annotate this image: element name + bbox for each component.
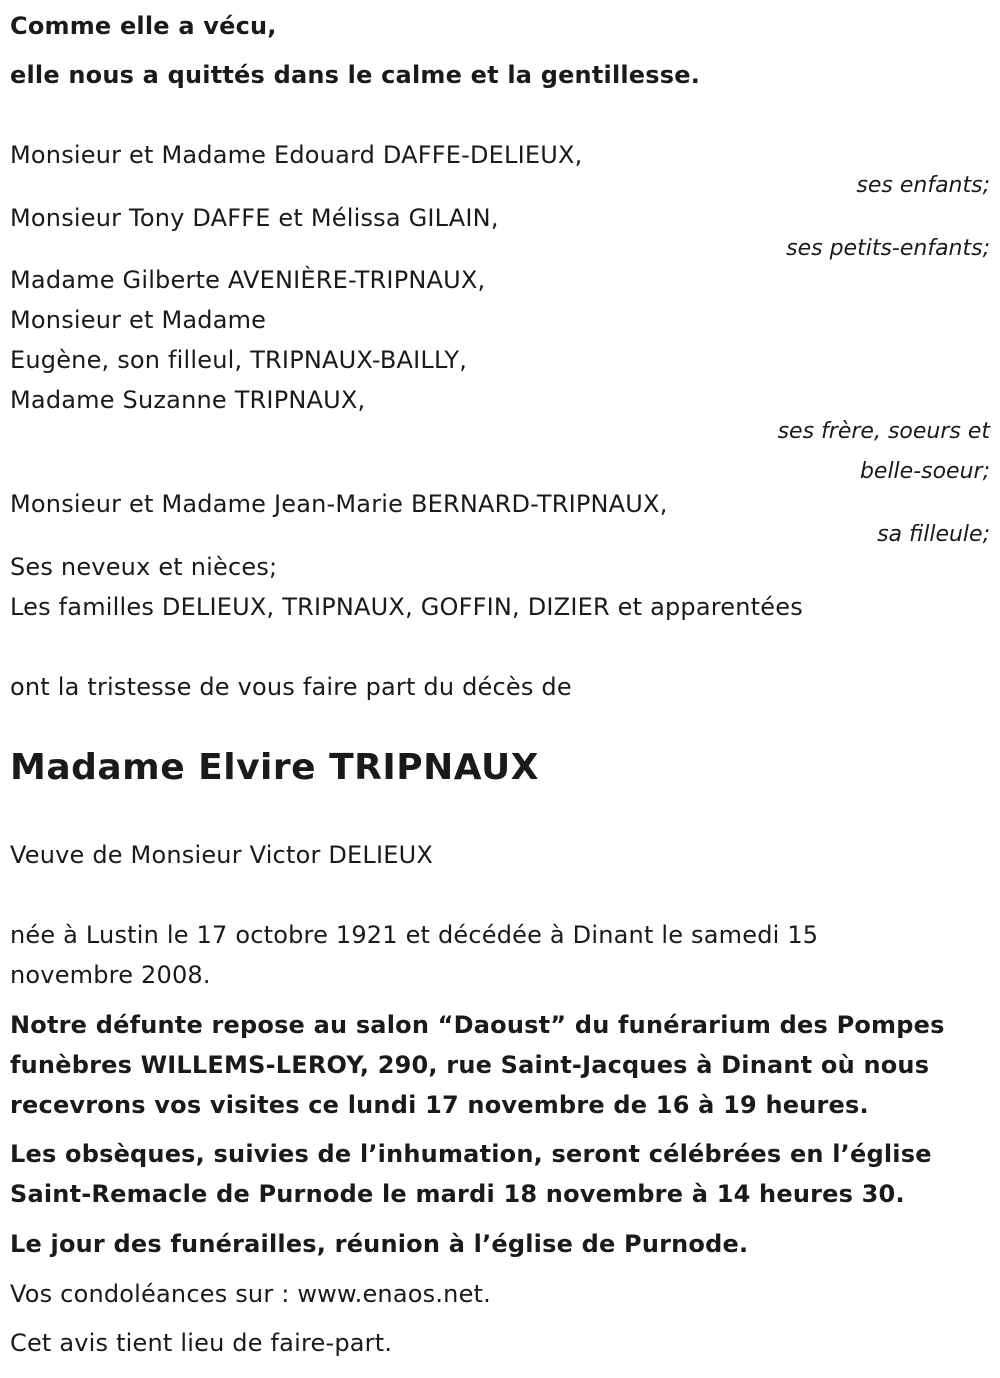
sibling-4: Madame Suzanne TRIPNAUX,	[10, 386, 366, 414]
family-grandchildren: Monsieur Tony DAFFE et Mélissa GILAIN,	[10, 204, 499, 232]
family-families: Les familles DELIEUX, TRIPNAUX, GOFFIN, DIZIER et apparentées	[10, 593, 803, 621]
widow-of: Veuve de Monsieur Victor DELIEUX	[10, 841, 434, 869]
notice-info: Cet avis tient lieu de faire-part.	[10, 1329, 393, 1357]
family-nephews: Ses neveux et nièces;	[10, 553, 278, 581]
condolences-info: Vos condoléances sur : www.enaos.net.	[10, 1280, 491, 1308]
sibling-3: Eugène, son filleul, TRIPNAUX-BAILLY,	[10, 346, 468, 374]
birth-death: née à Lustin le 17 octobre 1921 et décédée à Dinant le samedi 15 novembre 2008.	[10, 921, 819, 989]
funeral-info: Les obsèques, suivies de l’inhumation, seront célébrées en l’église Saint-Remacle de Purnode le mardi 18 novembre à 14 heures 30.	[10, 1140, 932, 1208]
announcement: ont la tristesse de vous faire part du décès de	[10, 673, 572, 701]
role-children: ses enfants;	[856, 173, 990, 198]
intro-line-1: Comme elle a vécu,	[10, 12, 277, 40]
family-goddaughter: Monsieur et Madame Jean-Marie BERNARD-TRIPNAUX,	[10, 490, 668, 518]
sibling-2: Monsieur et Madame	[10, 306, 267, 334]
role-siblings-line-1: ses frère, soeurs et	[777, 419, 990, 444]
visitation-info: Notre défunte repose au salon “Daoust” du funérarium des Pompes funèbres WILLEMS-LEROY, 290, rue Saint-Jacques à Dinant où nous recevrons vos visites ce lundi 17 novembre de 16 à 19 heures.	[10, 1011, 945, 1119]
family-children: Monsieur et Madame Edouard DAFFE-DELIEUX,	[10, 141, 583, 169]
deceased-name: Madame Elvire TRIPNAUX	[10, 747, 540, 788]
sibling-1: Madame Gilberte AVENIÈRE-TRIPNAUX,	[10, 266, 486, 294]
role-grandchildren: ses petits-enfants;	[786, 236, 990, 261]
meeting-info: Le jour des funérailles, réunion à l’église de Purnode.	[10, 1230, 749, 1258]
intro-line-2: elle nous a quittés dans le calme et la gentillesse.	[10, 61, 701, 89]
role-siblings-line-2: belle-soeur;	[859, 459, 990, 484]
role-goddaughter: sa filleule;	[877, 522, 990, 547]
